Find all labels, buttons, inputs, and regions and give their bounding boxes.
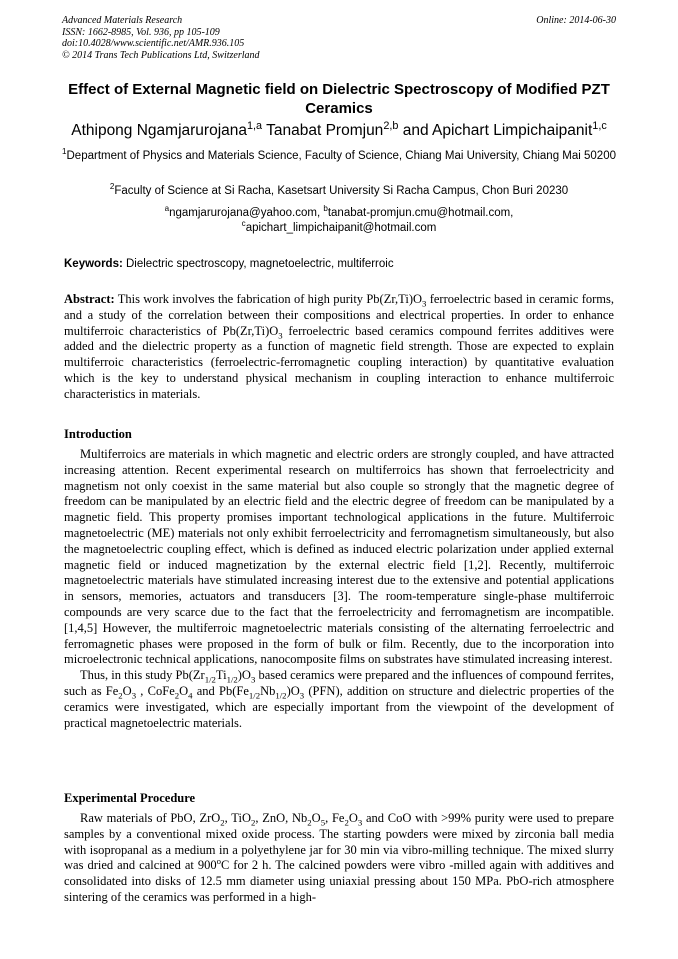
author-name: Apichart Limpichaipanit <box>432 122 593 139</box>
degree-sup: o <box>216 856 221 867</box>
text-run: Raw materials of PbO, ZrO <box>80 811 221 825</box>
author-list <box>30 121 648 141</box>
subscript: 3 <box>422 298 427 309</box>
paper-title: Effect of External Magnetic field on Dielectric Spectroscopy of Modified PZT Ceramics <box>68 81 610 117</box>
experimental-paragraph <box>64 811 614 906</box>
text-run: , ZnO, Nb <box>255 811 308 825</box>
subscript: 2 <box>251 817 256 828</box>
intro-paragraph-2 <box>64 668 614 731</box>
text-run: and Pb(Fe <box>192 683 249 698</box>
subscript: 1/2 <box>248 690 261 701</box>
abstract-text: ferroelectric based in ceramic forms, and a study of the correlation between their compositions and electrical properties. In order to enhance multiferroic characteristics of Pb(Zr,Ti)O <box>64 292 614 338</box>
email-sup: b <box>323 204 328 214</box>
email-a[interactable]: ngamjarurojana@yahoo.com, <box>169 207 321 219</box>
subscript: 3 <box>357 817 363 828</box>
intro-paragraph-1: Multiferroics are materials in which magnetic and electric orders are strongly coupled, and have attracted increasing attention. Recent experimental research on multiferroics has shown that ferroelectricity and magnetism not only coexist in the same material but also couple so strongly that the magnetic degree of freedom can be manipulated by an electric field and the electric degree of freedom can be manipulated by a magnetic field. This property promises important technological applications in the future. Multiferroic magnetoelectric (ME) materials not only exhibit ferroelectricity and ferromagnetism simultaneously, but also the magnetoelectric coupling effect, which is defined as induced electric polarization under applied external magnetic field or induced magnetization by the external electric field [1,2]. Recently, multiferroic magnetoelectric materials have stimulated increasing interest due to the extensive and potential applications in sensors, memories, actuators and transducers [3]. The room-temperature single-phase multiferroic compounds are very scarce due to the fact that the ferroelectricity and ferromagnetism are incompatible.[1,4,5] However, the multiferroic magnetoelectric materials consisting of the alternating ferroelectric and ferromagnetic phases were proposed in the form of bulk or film. Recently, due to the incorporation into microelectronic technical applications, nanocomposite films on substrates have stimulated increasing interest. <box>64 447 614 667</box>
text-run: O <box>179 683 189 698</box>
doi-line[interactable]: doi:10.4028/www.scientific.net/AMR.936.105 <box>62 38 245 49</box>
text-run: )O <box>237 668 251 683</box>
subscript: 4 <box>188 690 193 701</box>
subscript: 1/2 <box>226 674 238 685</box>
text-run: C for 2 h. The calcined powders were vibro -milled again with additives and consolidated into disks of 12.5 mm diameter using uniaxial pressing about 150 MPa. PbO-rich atmosphere sintering of the ceramics was performed in a high- <box>64 858 614 904</box>
author-and: and <box>402 122 429 139</box>
online-date: Online: 2014-06-30 <box>536 15 616 26</box>
subscript: 2 <box>307 817 312 828</box>
affiliation-2 <box>60 184 618 199</box>
text-run: O <box>122 683 132 698</box>
abstract <box>64 292 614 403</box>
subscript: 3 <box>299 690 305 701</box>
text-run: Nb <box>260 683 276 698</box>
email-sup: a <box>164 204 170 214</box>
affil-sup: 1 <box>62 147 67 157</box>
affil-text: Faculty of Science at Si Racha, Kasetsart University Si Racha Campus, Chon Buri 20230 <box>114 185 569 197</box>
affil-text: Department of Physics and Materials Science, Faculty of Science, Chiang Mai University, Chiang Mai 50200 <box>66 150 616 162</box>
subscript: 5 <box>320 817 326 828</box>
abstract-label: Abstract: <box>64 292 115 306</box>
author-sup: 2,b <box>383 119 399 132</box>
email-c[interactable]: apichart_limpichaipanit@hotmail.com <box>245 222 437 234</box>
text-run: O <box>348 811 358 825</box>
copyright-line: © 2014 Trans Tech Publications Ltd, Switzerland <box>62 49 260 61</box>
introduction-heading: Introduction <box>64 427 132 441</box>
subscript: 3 <box>131 690 137 701</box>
journal-header <box>62 15 616 61</box>
text-run: )O <box>286 683 300 698</box>
author-sup: 1,c <box>592 119 607 132</box>
author-sup: 1,a <box>247 119 263 132</box>
email-sup: c <box>241 219 246 229</box>
text-run: Ti <box>215 668 227 683</box>
experimental-body <box>64 811 614 906</box>
author-name: Tanabat Promjun <box>266 122 384 139</box>
subscript: 2 <box>118 690 123 701</box>
subscript: 1/2 <box>275 690 287 701</box>
author-name: Athipong Ngamjarurojana <box>71 122 248 139</box>
subscript: 2 <box>174 690 180 701</box>
keywords <box>64 257 614 271</box>
abstract-text: This work involves the fabrication of high purity Pb(Zr,Ti)O <box>117 292 423 306</box>
text-run: Thus, in this study Pb(Zr <box>80 668 205 683</box>
keywords-text: Dielectric spectroscopy, magnetoelectric, multiferroic <box>126 258 394 270</box>
journal-name: Advanced Materials Research <box>62 15 183 26</box>
text-run: , Fe <box>325 811 345 825</box>
subscript: 3 <box>278 330 283 341</box>
introduction-body <box>64 447 614 731</box>
email-b[interactable]: tanabat-promjun.cmu@hotmail.com, <box>327 207 514 219</box>
text-run: and CoO with >99% purity were used to prepare samples by a conventional mixed oxide process. The starting powders were mixed by zirconia ball media with isopropanal as a medium in a polyethylene jar for 30 min via vibro-milling technique. The mixed slurry was dried and calcined at 900 <box>64 811 614 873</box>
abstract-text: ferroelectric based ceramics compound ferrites additives were added and the dielectric property as a function of magnetic field strength. Those are expected to explain multiferroic characteristics (ferroelectric-ferromagnetic coupling interaction) by quantitative evaluation which is the key to understand physical mechanism in coupling interaction to enhance multiferroic characteristics in materials. <box>64 323 614 401</box>
text-run: , TiO <box>224 811 251 825</box>
subscript: 1/2 <box>204 674 216 685</box>
text-run: (PFN), addition on structure and dielectric properties of the ceramics were investigated, which are especially important from the viewpoint of the development of practical magnetoelectric materials. <box>64 683 614 730</box>
affil-sup: 2 <box>109 182 115 192</box>
subscript: 2 <box>344 817 349 828</box>
email-block <box>60 206 618 236</box>
text-run: O <box>311 811 321 825</box>
experimental-heading: Experimental Procedure <box>64 791 196 805</box>
affiliation-1 <box>60 149 618 164</box>
keywords-label: Keywords: <box>64 258 123 270</box>
subscript: 2 <box>220 817 225 828</box>
subscript: 3 <box>250 674 256 685</box>
text-run: based ceramics were prepared and the influences of compound ferrites, such as Fe <box>64 668 614 698</box>
issn-line: ISSN: 1662-8985, Vol. 936, pp 105-109 <box>62 26 220 38</box>
text-run: , CoFe <box>136 683 175 698</box>
